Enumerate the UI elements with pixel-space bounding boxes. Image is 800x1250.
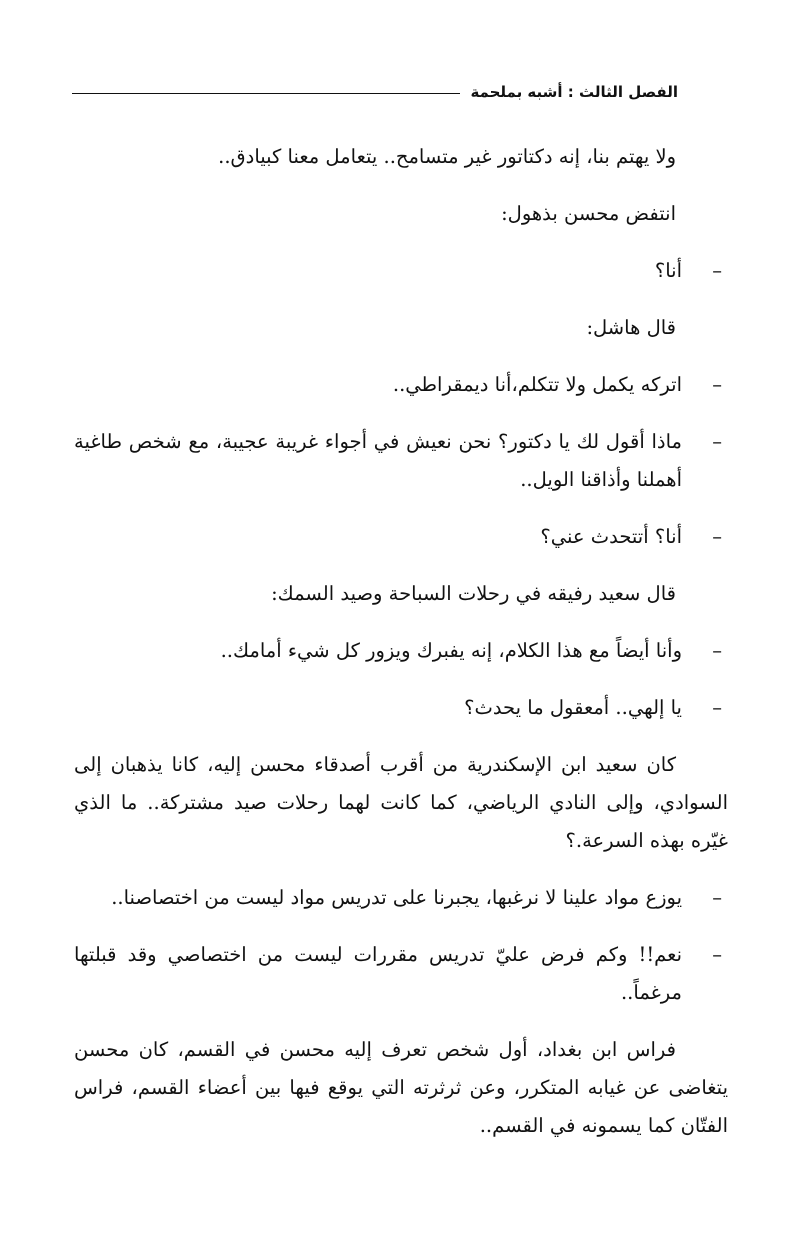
paragraph: ولا يهتم بنا، إنه دكتاتور غير متسامح.. يتعامل معنا كبيادق.. [218, 145, 676, 168]
body-text [74, 138, 728, 1164]
dialogue-line [74, 632, 728, 670]
dialogue-text: ماذا أقول لك يا دكتور؟ نحن نعيش في أجواء غريبة عجيبة، مع شخص طاغية أهملنا وأذاقنا الويل.. [74, 430, 682, 491]
dialogue-dash: – [712, 373, 722, 396]
dialogue-dash: – [712, 886, 722, 909]
dialogue-text: وأنا أيضاً مع هذا الكلام، إنه يفبرك ويزور كل شيء أمامك.. [220, 639, 682, 662]
chapter-title: الفصل الثالث : أشبه بملحمة [470, 83, 678, 101]
running-header [72, 80, 678, 104]
header-rule [72, 93, 460, 94]
dialogue-text: يوزع مواد علينا لا نرغبها، يجبرنا على تدريس مواد ليست من اختصاصنا.. [111, 886, 682, 909]
dialogue-dash: – [712, 259, 722, 282]
dialogue-dash: – [712, 525, 722, 548]
dialogue-text: أنا؟ [654, 259, 682, 282]
paragraph: قال هاشل: [586, 316, 676, 339]
paragraph: فراس ابن بغداد، أول شخص تعرف إليه محسن في القسم، كان محسن يتغاضى عن غيابه المتكرر، وعن ثرثرته التي يوقع فيها بين أعضاء القسم، فراس الفتّان كما يسمونه في القسم.. [74, 1038, 728, 1137]
dialogue-dash: – [712, 430, 722, 453]
dialogue-line [74, 689, 728, 727]
paragraph: قال سعيد رفيقه في رحلات السباحة وصيد السمك: [271, 582, 676, 605]
dialogue-line [74, 879, 728, 917]
dialogue-line [74, 366, 728, 404]
dialogue-dash: – [712, 943, 722, 966]
dialogue-text: نعم!! وكم فرض عليّ تدريس مقررات ليست من اختصاصي وقد قبلتها مرغماً.. [74, 943, 682, 1004]
dialogue-text: اتركه يكمل ولا تتكلم،أنا ديمقراطي.. [392, 373, 682, 396]
dialogue-text: يا إلهي.. أمعقول ما يحدث؟ [464, 696, 682, 719]
dialogue-dash: – [712, 696, 722, 719]
paragraph: انتفض محسن بذهول: [501, 202, 676, 225]
dialogue-dash: – [712, 639, 722, 662]
dialogue-line [74, 252, 728, 290]
dialogue-line [74, 518, 728, 556]
dialogue-line [74, 423, 728, 499]
paragraph: كان سعيد ابن الإسكندرية من أقرب أصدقاء محسن إليه، كانا يذهبان إلى السوادي، وإلى النادي الرياضي، كما كانت لهما رحلات صيد مشتركة.. ما الذي غيّره بهذه السرعة.؟ [74, 753, 728, 852]
dialogue-text: أنا؟ أتتحدث عني؟ [540, 525, 682, 548]
dialogue-line [74, 936, 728, 1012]
